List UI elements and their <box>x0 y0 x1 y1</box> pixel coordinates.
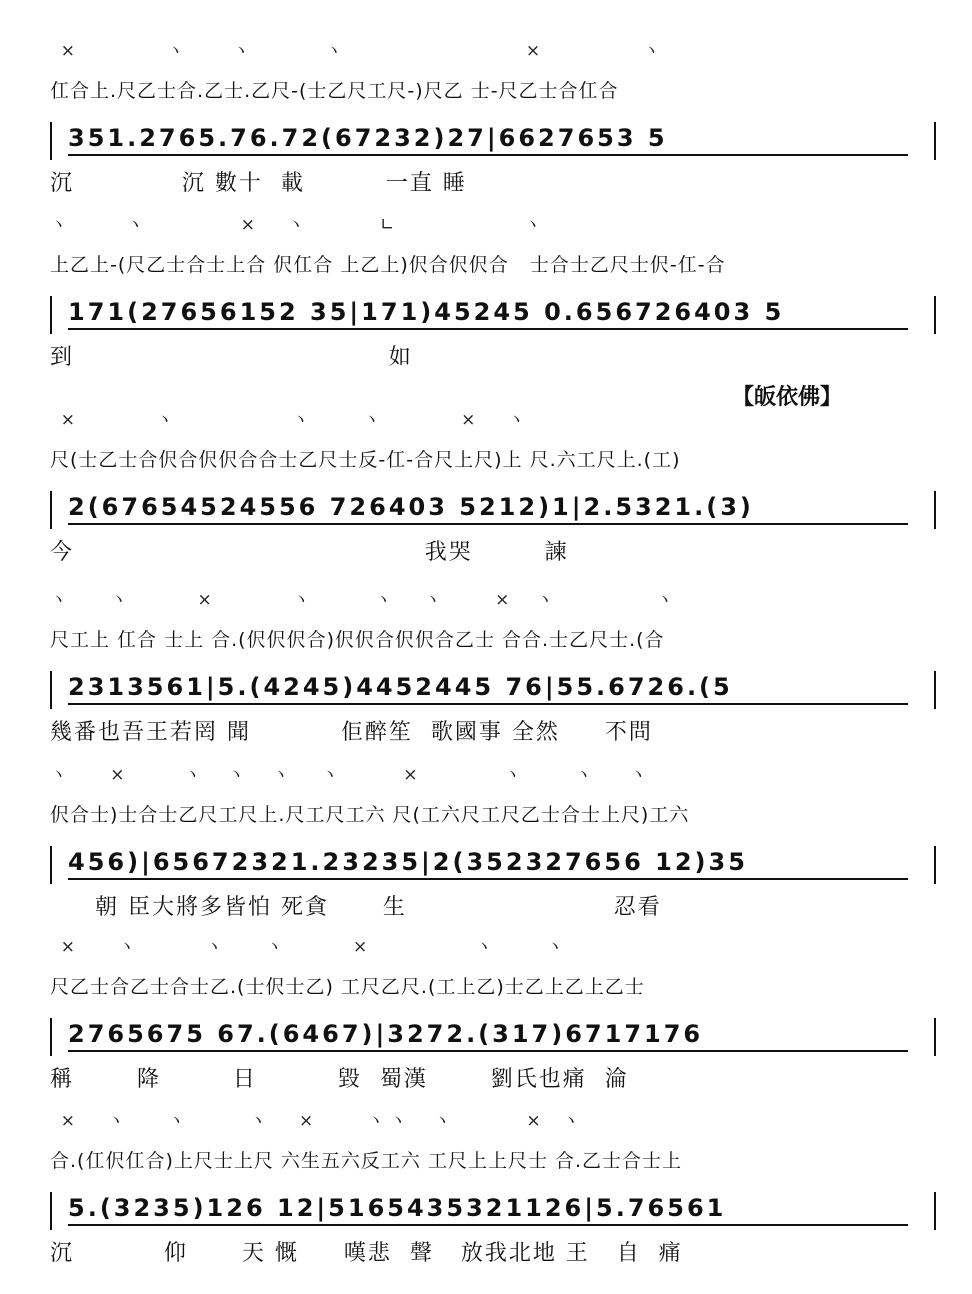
barline <box>50 122 52 160</box>
breath-marks: × ヽ ヽ ヽ × ヽ <box>50 410 525 430</box>
gongche-notation: 伬合士)士合士乙尺工尺上.尺工尺工六 尺(工六尺工尺乙士合士上尺)工六 <box>50 804 690 826</box>
gongche-notation: 尺工上 仜合 士上 合.(伬伬伬合)伬伬合伬伬合乙士 合合.士乙尺士.(合 <box>50 629 665 651</box>
lyrics: 朝 臣大將多皆怕 死貪 生 忍看 <box>50 895 662 920</box>
barline <box>934 1018 936 1056</box>
barline <box>50 296 52 334</box>
jianpu-staff <box>50 844 936 884</box>
beat-underline <box>68 328 908 330</box>
lyrics: 幾番也吾王若罔 聞 佢醉笙 歌國事 全然 不問 <box>50 720 653 745</box>
lyrics: 稱 降 日 毀 蜀漢 劉氏也痛 淪 <box>50 1067 629 1092</box>
jianpu-staff <box>50 669 936 709</box>
jianpu-notes: 2(67654524556 726403 5212)1|2.5321.(3) <box>68 493 754 521</box>
jianpu-notes: 351.2765.76.72(67232)27|6627653 5 <box>68 124 668 152</box>
jianpu-staff <box>50 120 936 160</box>
gongche-notation: 合.(仜伬仜合)上尺士上尺 六生五六反工六 工尺上上尺士 合.乙士合士上 <box>50 1150 683 1172</box>
beat-underline <box>68 703 908 705</box>
jianpu-notes: 456)|65672321.23235|2(352327656 12)35 <box>68 848 748 876</box>
gongche-notation: 尺(士乙士合伬合伬伬合合士乙尺士反-仜-合尺上尺)上 尺.六工尺上.(工) <box>50 449 681 471</box>
jianpu-notes: 5.(3235)126 12|5165435321126|5.76561 <box>68 1194 727 1222</box>
barline <box>934 122 936 160</box>
breath-marks: × ヽ ヽ ヽ × ヽ ヽ ヽ × ヽ <box>50 1111 580 1131</box>
barline <box>50 491 52 529</box>
barline <box>50 1192 52 1230</box>
barline <box>934 671 936 709</box>
jianpu-staff <box>50 489 936 529</box>
barline <box>50 846 52 884</box>
beat-underline <box>68 878 908 880</box>
barline <box>934 296 936 334</box>
barline <box>934 491 936 529</box>
jianpu-staff <box>50 294 936 334</box>
lyrics: 到 如 <box>50 345 413 370</box>
lyrics: 今 我哭 諫 <box>50 540 569 565</box>
breath-marks: ヽ × ヽ ヽ ヽ ヽ × ヽ ヽ ヽ <box>50 765 647 785</box>
beat-underline <box>68 154 908 156</box>
section-label: 【皈依佛】 <box>732 385 843 410</box>
jianpu-notes: 2765675 67.(6467)|3272.(317)6717176 <box>68 1020 704 1048</box>
lyrics: 沉 仰 天 慨 嘆悲 聲 放我北地 王 自 痛 <box>50 1241 683 1266</box>
barline <box>934 1192 936 1230</box>
barline <box>934 846 936 884</box>
breath-marks: ヽ ヽ × ヽ ∟ ヽ <box>50 215 541 235</box>
lyrics: 沉 沉 數十 載 一直 睡 <box>50 171 467 196</box>
breath-marks: × ヽ ヽ ヽ × ヽ <box>50 41 660 61</box>
jianpu-notes: 171(27656152 35|171)45245 0.656726403 5 <box>68 298 785 326</box>
breath-marks: × ヽ ヽ ヽ × ヽ ヽ <box>50 937 564 957</box>
jianpu-notes: 2313561|5.(4245)4452445 76|55.6726.(5 <box>68 673 733 701</box>
beat-underline <box>68 1050 908 1052</box>
jianpu-staff <box>50 1016 936 1056</box>
breath-marks: ヽ ヽ × ヽ ヽ ヽ × ヽ ヽ <box>50 590 674 610</box>
beat-underline <box>68 1224 908 1226</box>
barline <box>50 671 52 709</box>
gongche-notation: 上乙上-(尺乙士合士上合 伬仜合 上乙上)伬合伬伬合 士合士乙尺士伬-仜-合 <box>50 254 726 276</box>
gongche-notation: 仜合上.尺乙士合.乙士.乙尺-(士乙尺工尺-)尺乙 士-尺乙士合仜合 <box>50 80 619 102</box>
jianpu-staff <box>50 1190 936 1230</box>
barline <box>50 1018 52 1056</box>
beat-underline <box>68 523 908 525</box>
gongche-notation: 尺乙士合乙士合士乙.(士伬士乙) 工尺乙尺.(工上乙)士乙上乙上乙士 <box>50 976 645 998</box>
